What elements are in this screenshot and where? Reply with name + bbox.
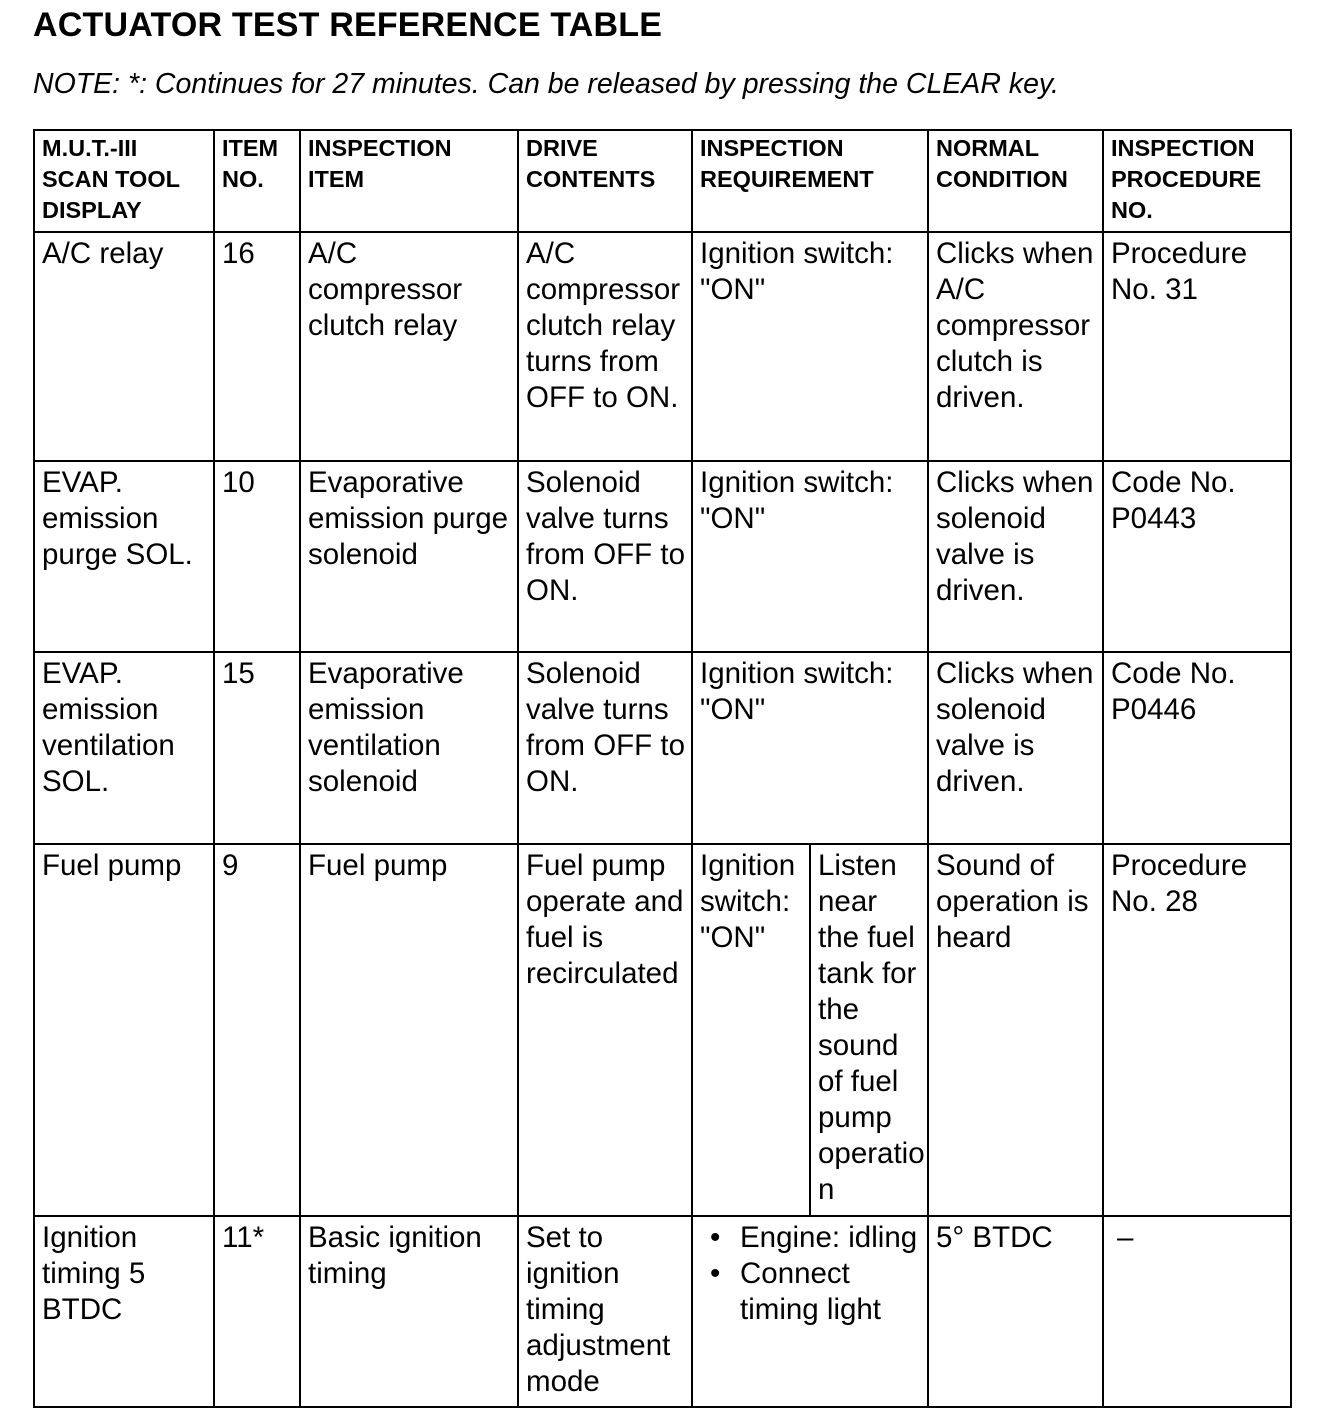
cell-item-no: 9 [214, 844, 300, 1216]
cell-display: Fuel pump [34, 844, 214, 1216]
table-row [34, 652, 1291, 844]
header-normal-condition: NORMAL CONDITION [928, 130, 1103, 232]
cell-requirement: Ignition switch: "ON" [692, 232, 928, 461]
actuator-test-table [33, 129, 1292, 1408]
header-drive-contents: DRIVE CONTENTS [518, 130, 692, 232]
cell-inspection-item: Evaporative emission purge solenoid [300, 461, 518, 652]
cell-drive-contents: Solenoid valve turns from OFF to ON. [518, 461, 692, 652]
table-header-row [34, 130, 1291, 232]
table-row [34, 232, 1291, 461]
table-row [34, 844, 1291, 1216]
cell-requirement-method: Listen near the fuel tank for the sound of fuel pump operation [810, 844, 928, 1216]
cell-drive-contents: Set to ignition timing adjustment mode [518, 1216, 692, 1407]
requirement-bullet-item: • Engine: idling [700, 1220, 921, 1256]
table-row [34, 461, 1291, 652]
table-row [34, 1216, 1291, 1407]
document-note: NOTE: *: Continues for 27 minutes. Can be released by pressing the CLEAR key. [33, 68, 1059, 100]
cell-requirement: Ignition switch: "ON" [692, 652, 928, 844]
cell-requirement-condition: Ignition switch: "ON" [692, 844, 810, 1216]
header-item-no: ITEM NO. [214, 130, 300, 232]
cell-inspection-item: Basic ignition timing [300, 1216, 518, 1407]
cell-inspection-item: Fuel pump [300, 844, 518, 1216]
cell-procedure [1103, 1216, 1291, 1407]
header-display: M.U.T.-III SCAN TOOL DISPLAY [34, 130, 214, 232]
cell-procedure: Code No. P0446 [1103, 652, 1291, 844]
header-inspection-item: INSPECTION ITEM [300, 130, 518, 232]
document-title: ACTUATOR TEST REFERENCE TABLE [33, 6, 663, 44]
cell-inspection-item: Evaporative emission ventilation solenoid [300, 652, 518, 844]
requirement-bullet-item: • Connect timing light [700, 1256, 921, 1328]
cell-drive-contents: Fuel pump operate and fuel is recirculated [518, 844, 692, 1216]
header-inspection-procedure: INSPECTION PROCEDURE NO. [1103, 130, 1291, 232]
cell-normal-condition: Clicks when solenoid valve is driven. [928, 461, 1103, 652]
cell-normal-condition: 5° BTDC [928, 1216, 1103, 1407]
cell-normal-condition: Sound of operation is heard [928, 844, 1103, 1216]
header-inspection-requirement: INSPECTION REQUIREMENT [692, 130, 928, 232]
procedure-dash: – [1117, 1221, 1134, 1254]
cell-display: A/C relay [34, 232, 214, 461]
cell-normal-condition: Clicks when solenoid valve is driven. [928, 652, 1103, 844]
cell-item-no: 16 [214, 232, 300, 461]
cell-item-no: 11* [214, 1216, 300, 1407]
cell-drive-contents: Solenoid valve turns from OFF to ON. [518, 652, 692, 844]
cell-display: EVAP. emission purge SOL. [34, 461, 214, 652]
cell-procedure: Procedure No. 28 [1103, 844, 1291, 1216]
cell-item-no: 15 [214, 652, 300, 844]
cell-requirement [692, 1216, 928, 1407]
cell-procedure: Code No. P0443 [1103, 461, 1291, 652]
cell-procedure: Procedure No. 31 [1103, 232, 1291, 461]
cell-inspection-item: A/C compressor clutch relay [300, 232, 518, 461]
cell-requirement: Ignition switch: "ON" [692, 461, 928, 652]
cell-item-no: 10 [214, 461, 300, 652]
cell-display: Ignition timing 5 BTDC [34, 1216, 214, 1407]
cell-normal-condition: Clicks when A/C compressor clutch is driven. [928, 232, 1103, 461]
requirement-bullet-list [700, 1220, 921, 1328]
cell-display: EVAP. emission ventilation SOL. [34, 652, 214, 844]
cell-drive-contents: A/C compressor clutch relay turns from OFF to ON. [518, 232, 692, 461]
